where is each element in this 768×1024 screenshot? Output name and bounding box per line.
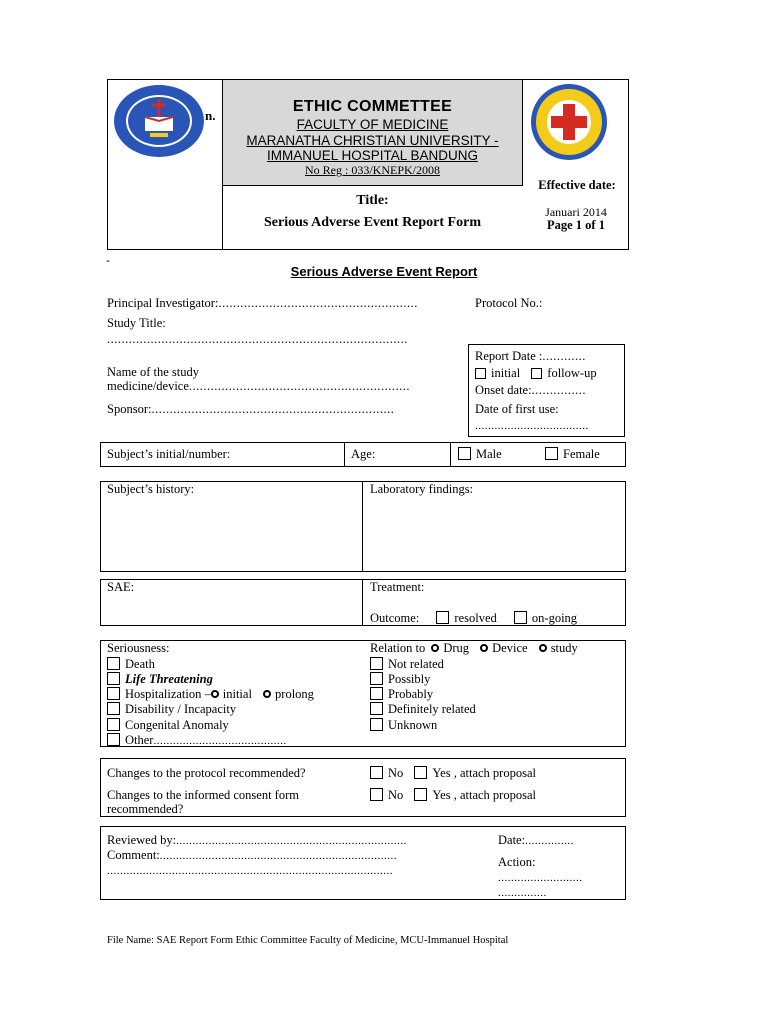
sponsor-field[interactable]: ................................................................... — [151, 402, 395, 416]
initial-checkbox[interactable] — [475, 368, 486, 379]
faculty-name: FACULTY OF MEDICINE — [296, 117, 449, 132]
outcome-row: Outcome: resolved on-going — [370, 611, 578, 625]
disability-option[interactable]: Disability / Incapacity — [107, 702, 236, 717]
protocol-label: Protocol No.: — [475, 296, 543, 310]
consent-question-1: Changes to the informed consent form — [107, 788, 299, 802]
report-date-row: Report Date :............ — [475, 349, 586, 363]
treatment-label: Treatment: — [370, 580, 425, 594]
congenital-option[interactable]: Congenital Anomaly — [107, 718, 229, 733]
hospitalization-checkbox[interactable] — [107, 687, 120, 700]
action-field-1[interactable]: .......................... — [498, 872, 583, 884]
history-label: Subject’s history: — [107, 482, 195, 496]
title-label: Title: — [356, 193, 389, 208]
consent-yes-checkbox[interactable] — [414, 788, 427, 801]
consent-answer: No Yes , attach proposal — [370, 788, 536, 803]
other-option[interactable]: Other......................................... — [107, 733, 287, 749]
medicine-label-1: Name of the study — [107, 365, 199, 379]
review-date-field[interactable]: ............... — [525, 835, 574, 847]
consent-question-2: recommended? — [107, 802, 184, 816]
comment-field-line2[interactable]: ........................................................................................ — [107, 865, 393, 877]
hospitalization-option[interactable]: Hospitalization – initial prolong — [107, 687, 314, 702]
drug-radio[interactable] — [431, 644, 439, 652]
seriousness-label: Seriousness: — [107, 641, 170, 655]
relation-probably[interactable]: Probably — [370, 687, 433, 702]
female-checkbox[interactable] — [545, 447, 558, 460]
hospital-name: IMMANUEL HOSPITAL BANDUNG — [266, 148, 479, 163]
age-label: Age: — [351, 447, 376, 461]
comment-row: Comment:......................................................................... — [107, 848, 398, 862]
male-option[interactable]: Male — [458, 447, 502, 462]
death-option[interactable]: Death — [107, 657, 155, 672]
probably-checkbox[interactable] — [370, 687, 383, 700]
relation-possibly[interactable]: Possibly — [370, 672, 430, 687]
relation-not-related[interactable]: Not related — [370, 657, 444, 672]
report-type-row: initial follow-up — [475, 366, 597, 381]
not-related-checkbox[interactable] — [370, 657, 383, 670]
comment-field[interactable]: ......................................................................... — [159, 850, 398, 862]
disability-checkbox[interactable] — [107, 702, 120, 715]
study-radio[interactable] — [539, 644, 547, 652]
hosp-prolong-radio[interactable] — [263, 690, 271, 698]
pi-row: Principal Investigator:....................................................... — [107, 296, 418, 310]
protocol-answer: No Yes , attach proposal — [370, 766, 536, 781]
resolved-checkbox[interactable] — [436, 611, 449, 624]
university-name: MARANATHA CHRISTIAN UNIVERSITY - — [246, 133, 499, 148]
protocol-yes-checkbox[interactable] — [414, 766, 427, 779]
relation-row: Relation to Drug Device study — [370, 641, 578, 655]
medicine-field[interactable]: ............................................................. — [188, 379, 411, 393]
action-label: Action: — [498, 855, 536, 869]
study-title-field[interactable]: ................................................................................... — [107, 332, 408, 346]
ongoing-checkbox[interactable] — [514, 611, 527, 624]
registration-number: No Reg : 033/KNEPK/2008 — [305, 163, 440, 177]
follow-up-checkbox[interactable] — [531, 368, 542, 379]
sae-label: SAE: — [107, 580, 135, 594]
definitely-related-checkbox[interactable] — [370, 702, 383, 715]
footer-filename: File Name: SAE Report Form Ethic Committee Faculty of Medicine, MCU-Immanuel Hospital — [107, 935, 509, 946]
possibly-checkbox[interactable] — [370, 672, 383, 685]
device-radio[interactable] — [480, 644, 488, 652]
stray-mark: - — [106, 253, 110, 267]
study-title-label: Study Title: — [107, 316, 166, 330]
reviewed-field[interactable]: ....................................................................... — [176, 835, 407, 847]
lab-label: Laboratory findings: — [370, 482, 474, 496]
action-field-2[interactable]: ............... — [498, 887, 547, 899]
reviewed-row: Reviewed by:....................................................................... — [107, 833, 407, 847]
onset-row: Onset date:............... — [475, 383, 586, 397]
date-row: Date:............... — [498, 833, 574, 847]
relation-definitely[interactable]: Definitely related — [370, 702, 476, 717]
onset-field[interactable]: ............... — [531, 383, 586, 397]
hospital-logo — [526, 82, 612, 162]
effective-date-value: Januari 2014 — [545, 205, 607, 219]
consent-no-checkbox[interactable] — [370, 788, 383, 801]
male-checkbox[interactable] — [458, 447, 471, 460]
medicine-row: medicine/device............................................................. — [107, 379, 411, 393]
subject-initial-label: Subject’s initial/number: — [107, 447, 231, 461]
stray-char: n. — [205, 108, 216, 123]
pi-field[interactable]: ....................................................... — [218, 296, 418, 310]
life-threatening-option[interactable]: Life Threatening — [107, 672, 213, 687]
death-checkbox[interactable] — [107, 657, 120, 670]
protocol-question: Changes to the protocol recommended? — [107, 766, 306, 780]
first-use-label: Date of first use: — [475, 402, 559, 416]
effective-date-label: Effective date: — [538, 178, 616, 192]
university-logo — [112, 83, 206, 159]
sponsor-row: Sponsor:................................................................... — [107, 402, 395, 416]
unknown-checkbox[interactable] — [370, 718, 383, 731]
female-option[interactable]: Female — [545, 447, 600, 462]
other-checkbox[interactable] — [107, 733, 120, 746]
life-threatening-checkbox[interactable] — [107, 672, 120, 685]
hosp-initial-radio[interactable] — [211, 690, 219, 698]
congenital-checkbox[interactable] — [107, 718, 120, 731]
protocol-no-checkbox[interactable] — [370, 766, 383, 779]
other-field[interactable]: ......................................... — [153, 735, 287, 747]
form-title: Serious Adverse Event Report — [290, 264, 478, 279]
report-date-field[interactable]: ............ — [542, 349, 586, 363]
page-number: Page 1 of 1 — [547, 218, 605, 232]
first-use-field[interactable]: ................................... — [475, 420, 589, 432]
relation-unknown[interactable]: Unknown — [370, 718, 437, 733]
committee-name: ETHIC COMMETTEE — [292, 98, 453, 115]
title-value: Serious Adverse Event Report Form — [264, 215, 481, 230]
